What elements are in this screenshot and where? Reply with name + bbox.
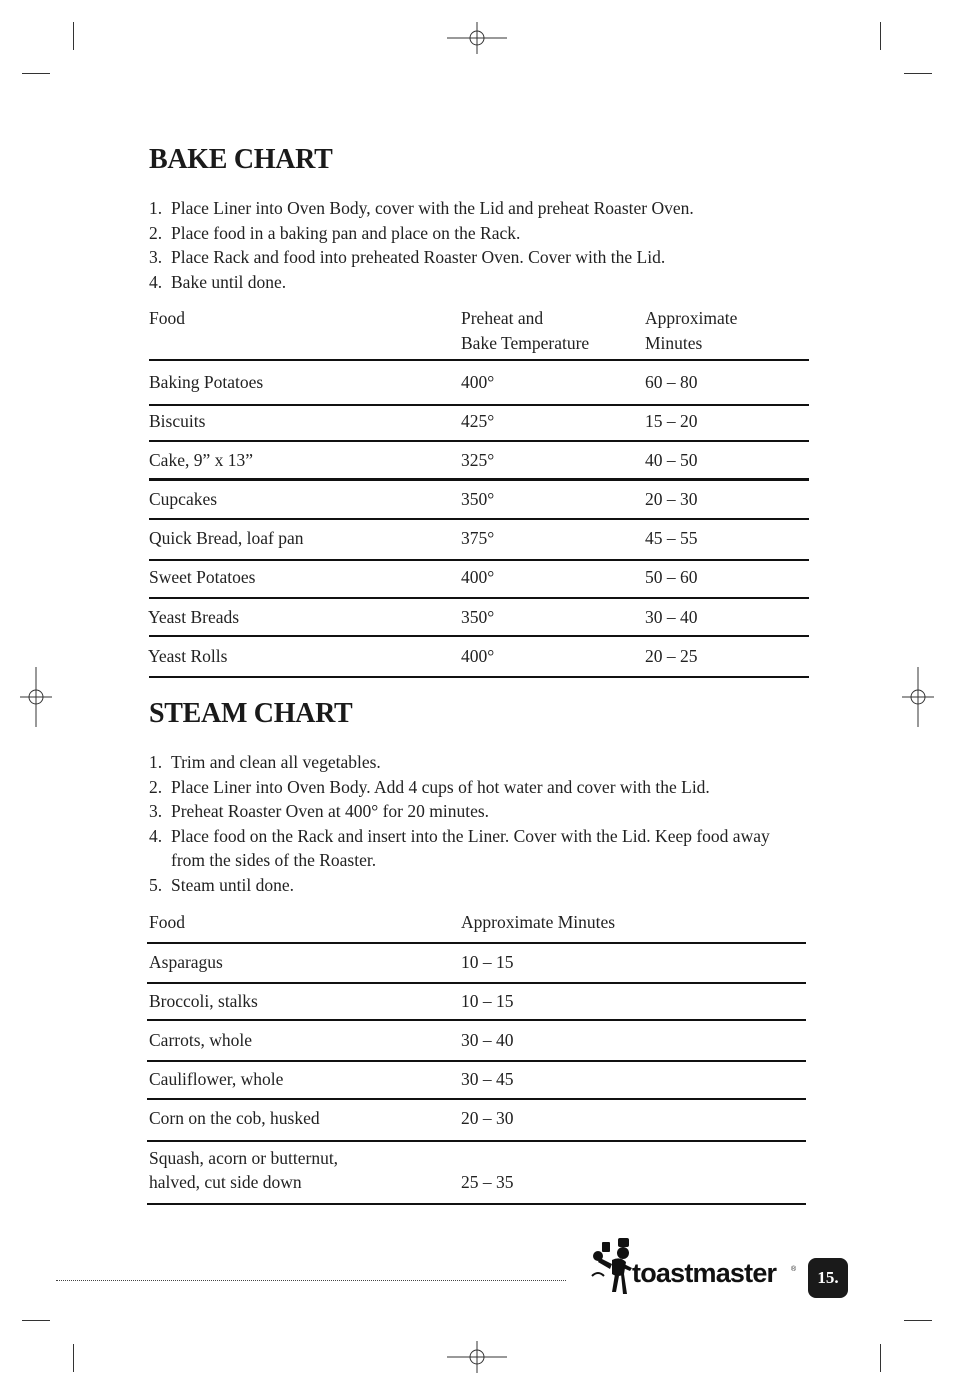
bake-steps	[149, 196, 799, 294]
column-header-food: Food	[149, 912, 185, 932]
crop-mark	[880, 22, 881, 50]
registered-mark: ®	[791, 1266, 797, 1273]
list-item: 2. Place food in a baking pan and place on the Rack.	[149, 222, 521, 243]
table-rule	[149, 635, 809, 637]
chef-mascot-icon	[590, 1236, 634, 1300]
crop-mark	[904, 1320, 932, 1321]
bake-table: Food Preheat and Bake Temperature Approximate Minutes Baking Potatoes 400° 60 – 80 Biscuits 425° 15 – 20 Cake, 9” x 13” 325° 40 – 50 Cupcakes 350° 20 – 30 Quick Bread, loaf pan 375° 45 – 55 Sweet Potatoes 400° 50 – 60 Yeast Breads 350° 30 – 40 Yeast Rolls 400° 20 – 25	[149, 308, 809, 680]
steam-table: Food Approximate Minutes Asparagus 10 – 15 Broccoli, stalks 10 – 15 Carrots, whole 30 – 40 Cauliflower, whole 30 – 45 Corn on the cob, husked 20 – 30 Squash, acorn or butternut, halved, cut side down 25 – 35	[147, 912, 806, 1207]
table-rule	[147, 942, 806, 944]
list-item: 4. Place food on the Rack and insert into the Liner. Cover with the Lid. Keep food away from the sides of the Roaster.	[149, 825, 770, 870]
crop-mark	[73, 1344, 74, 1372]
brand-wordmark: toastmaster	[632, 1258, 777, 1288]
registration-mark-bottom	[447, 1327, 507, 1387]
table-rule	[147, 1203, 806, 1205]
list-item: 2. Place Liner into Oven Body. Add 4 cups of hot water and cover with the Lid.	[149, 776, 710, 797]
registration-mark-right	[888, 667, 948, 727]
footer-dotted-rule	[56, 1280, 566, 1281]
page-number-badge: 15.	[808, 1258, 848, 1298]
table-rule	[149, 518, 809, 520]
list-item: 3. Place Rack and food into preheated Roaster Oven. Cover with the Lid.	[149, 247, 666, 267]
steam-steps	[149, 750, 809, 897]
table-rule	[147, 1098, 806, 1100]
crop-mark	[22, 1320, 50, 1321]
table-rule	[149, 478, 809, 481]
column-header-minutes: Approximate	[645, 308, 738, 328]
list-item: 5. Steam until done.	[149, 874, 294, 895]
table-rule	[147, 982, 806, 984]
toastmaster-logo	[590, 1236, 800, 1300]
table-rule	[147, 1060, 806, 1062]
table-rule	[149, 440, 809, 442]
list-item: 3. Preheat Roaster Oven at 400° for 20 minutes.	[149, 801, 490, 821]
table-rule	[147, 1140, 806, 1142]
column-header-minutes: Minutes	[645, 333, 703, 353]
table-rule	[149, 359, 809, 361]
steam-chart-title: STEAM CHART	[149, 698, 353, 729]
registration-mark-left	[6, 667, 66, 727]
table-rule	[149, 404, 809, 406]
registration-mark-top	[447, 8, 507, 68]
list-item: 1. Place Liner into Oven Body, cover with the Lid and preheat Roaster Oven.	[149, 198, 694, 218]
table-rule	[149, 559, 809, 561]
table-rule	[149, 676, 809, 678]
crop-mark	[880, 1344, 881, 1372]
list-item: 1. Trim and clean all vegetables.	[149, 752, 381, 772]
column-header-temperature: Preheat and	[461, 308, 544, 328]
crop-mark	[73, 22, 74, 50]
bake-chart-title: BAKE CHART	[149, 144, 333, 175]
column-header-minutes: Approximate Minutes	[461, 912, 616, 932]
column-header-food: Food	[149, 308, 185, 328]
list-item: 4. Bake until done.	[149, 271, 287, 292]
crop-mark	[22, 73, 50, 74]
crop-mark	[904, 73, 932, 74]
column-header-temperature: Bake Temperature	[461, 333, 590, 353]
table-rule	[147, 1019, 806, 1021]
table-rule	[149, 597, 809, 599]
